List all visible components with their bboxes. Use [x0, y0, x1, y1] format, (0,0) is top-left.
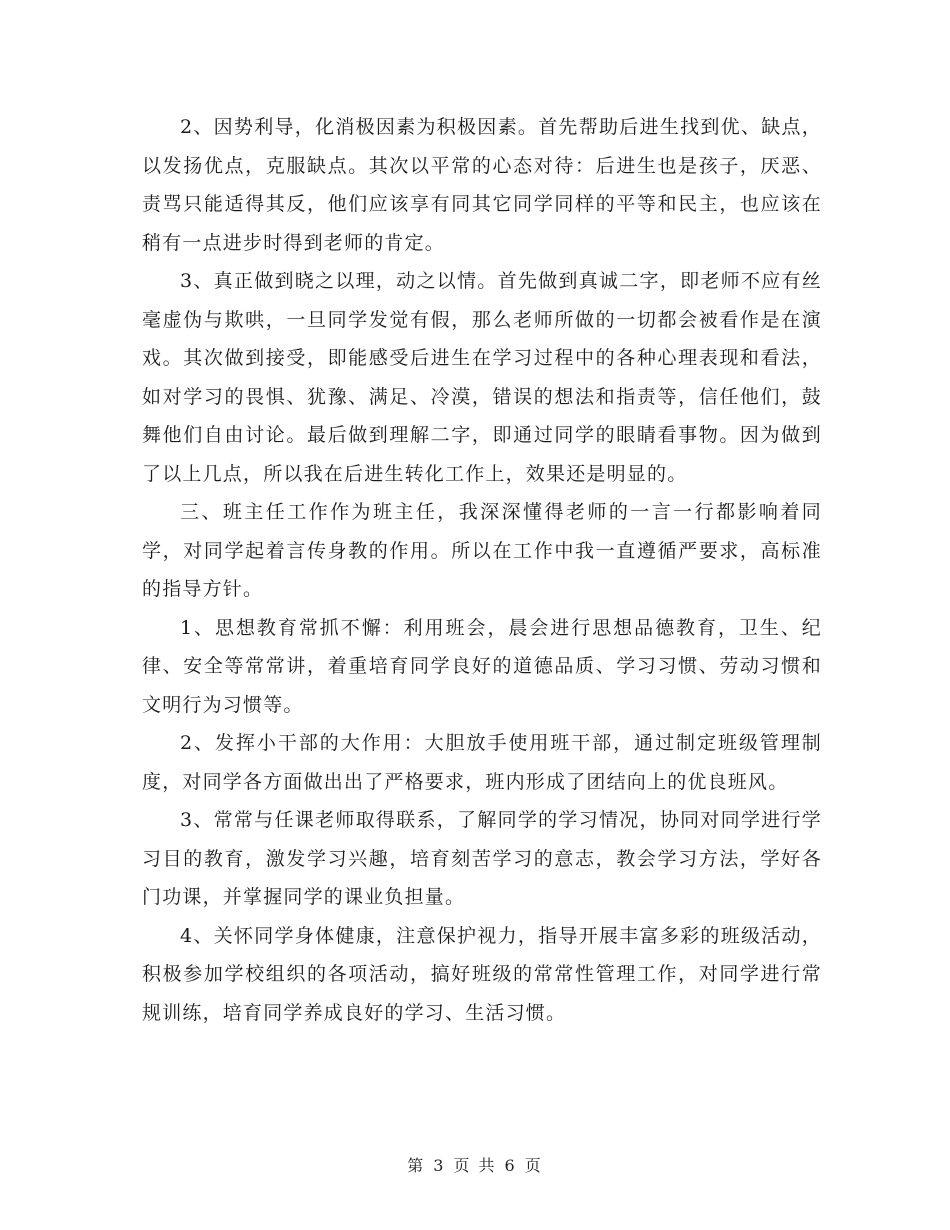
paragraph-section-3-intro: 三、班主任工作作为班主任，我深深懂得老师的一言一行都影响着同学，对同学起着言传身教的作用。所以在工作中我一直遵循严要求，高标准的指导方针。 [142, 501, 822, 600]
page-footer [0, 1153, 950, 1176]
paragraph-strategy-2: 2、因势利导，化消极因素为积极因素。首先帮助后进生找到优、缺点，以发扬优点，克服缺点。其次以平常的心态对待：后进生也是孩子，厌恶、责骂只能适得其反，他们应该享有同其它同学同样的平等和民主，也应该在稍有一点进步时得到老师的肯定。 [142, 116, 822, 254]
paragraph-item-2: 2、发挥小干部的大作用：大胆放手使用班干部，通过制定班级管理制度，对同学各方面做出出了严格要求，班内形成了团结向上的优良班风。 [142, 732, 822, 793]
footer-middle: 页 共 [453, 1156, 497, 1175]
document-body [142, 108, 822, 1032]
footer-current-page: 3 [433, 1156, 446, 1175]
footer-prefix: 第 [407, 1156, 426, 1175]
paragraph-strategy-3: 3、真正做到晓之以理，动之以情。首先做到真诚二字，即老师不应有丝毫虚伪与欺哄，一旦同学发觉有假，那么老师所做的一切都会被看作是在演戏。其次做到接受，即能感受后进生在学习过程中的各种心理表现和看法，如对学习的畏惧、犹豫、满足、冷漠，错误的想法和指责等，信任他们，鼓舞他们自由讨论。最后做到理解二字，即通过同学的眼睛看事物。因为做到了以上几点，所以我在后进生转化工作上，效果还是明显的。 [142, 270, 822, 485]
paragraph-item-4: 4、关怀同学身体健康，注意保护视力，指导开展丰富多彩的班级活动，积极参加学校组织的各项活动，搞好班级的常常性管理工作，对同学进行常规训练，培育同学养成良好的学习、生活习惯。 [142, 924, 822, 1024]
footer-suffix: 页 [524, 1156, 543, 1175]
paragraph-item-1: 1、思想教育常抓不懈：利用班会，晨会进行思想品德教育，卫生、纪律、安全等常常讲，着重培育同学良好的道德品质、学习习惯、劳动习惯和文明行为习惯等。 [142, 616, 822, 716]
paragraph-item-3: 3、常常与任课老师取得联系，了解同学的学习情况，协同对同学进行学习目的教育，激发学习兴趣，培育刻苦学习的意志，教会学习方法，学好各门功课，并掌握同学的课业负担量。 [142, 809, 822, 908]
footer-total-pages: 6 [504, 1156, 517, 1175]
